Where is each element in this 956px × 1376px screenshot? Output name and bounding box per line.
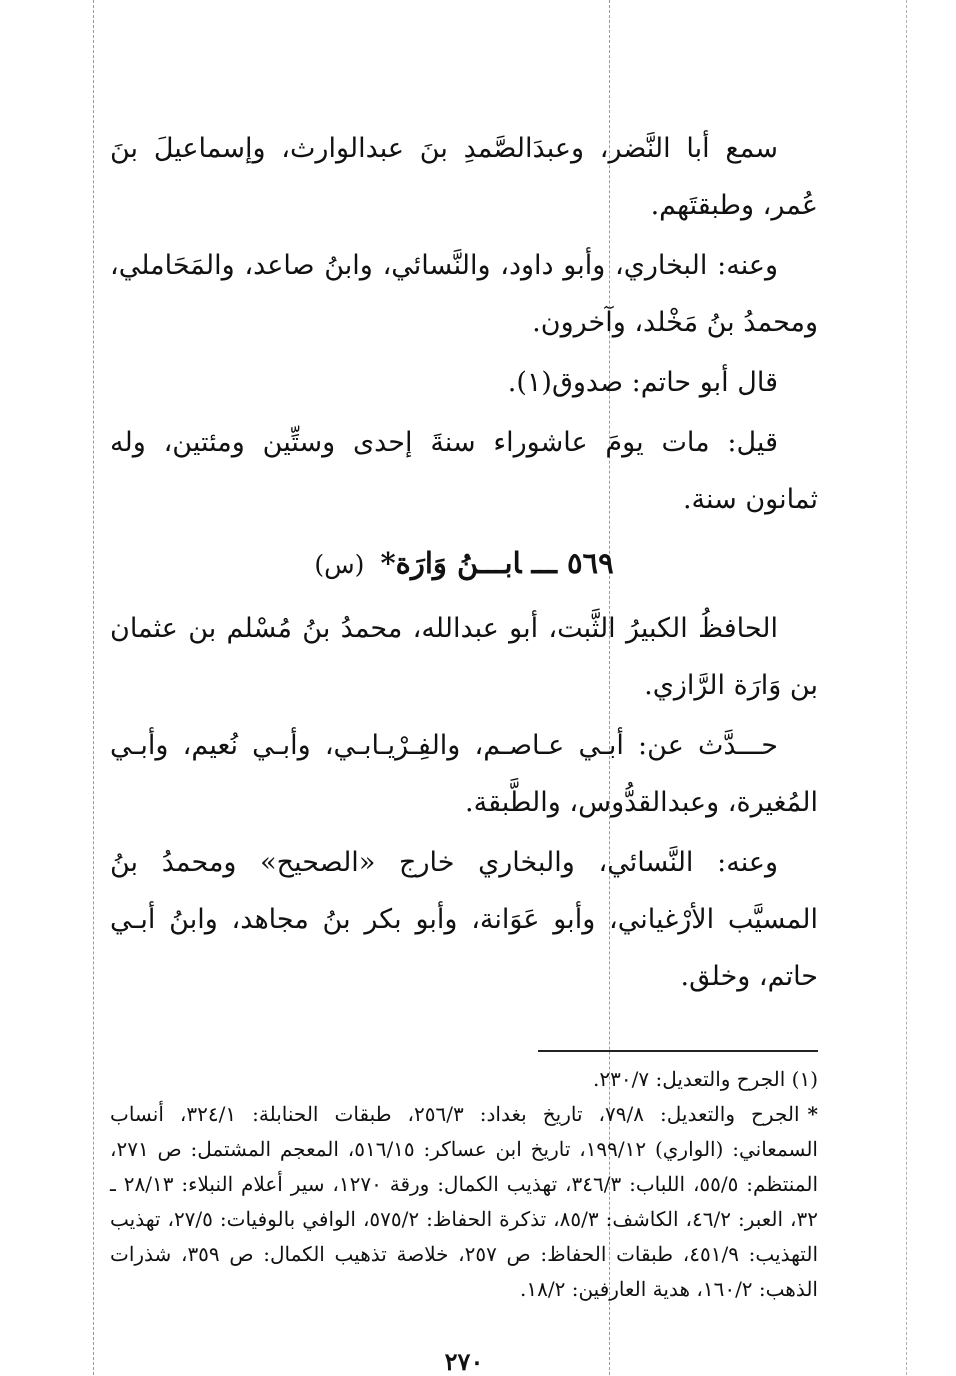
entry-tag: (س): [314, 550, 365, 579]
entry-paragraph-students: وعنه: النَّسائي، والبخاري خارج «الصحيح» ومحمدُ بنُ المسيَّب الأرْغياني، وأبو عَوَانة، وأبو بكر بنُ مجاهد، وابنُ أبـي حاتم، وخلق.: [110, 847, 818, 992]
paragraph-heard-from: سمع أبا النَّضر، وعبدَالصَّمدِ بنَ عبدالوارث، وإسماعيلَ بنَ عُمر، وطبقتَهم.: [110, 133, 818, 221]
entry-heading: [110, 536, 818, 592]
footnote-1: (١) الجرح والتعديل: ٢٣٠/٧.: [593, 1067, 818, 1091]
entry-paragraph-narrated-from: حـــدَّث عن: أبـي عـاصـم، والفِـرْيـابـي، وأبـي نُعيم، وأبـي المُغيرة، وعبدالقدُّوس، والطَّبقة.: [110, 730, 818, 818]
entry-paragraph-name: الحافظُ الكبيرُ الثَّبت، أبو عبدالله، محمدُ بنُ مُسْلم بن عثمان بن وَارَة الرَّازي.: [110, 613, 818, 701]
entry-title: ابـــنُ وَارَة*: [380, 546, 522, 580]
entry-dash: ـــ: [531, 546, 557, 580]
page-fold-line-right: [906, 0, 907, 1375]
book-page: [110, 120, 818, 1376]
paragraph-narrators: وعنه: البخاري، وأبو داود، والنَّسائي، وابنُ صاعد، والمَحَاملي، ومحمدُ بنُ مَخْلد، وآخرون.: [110, 250, 818, 338]
footnote-star-text: الجرح والتعديل: ٧٩/٨، تاريخ بغداد: ٢٥٦/٣، طبقات الحنابلة: ٣٢٤/١، أنساب السمعاني: (الواري) ١٩٩/١٢، تاريخ ابن عساكر: ٥١٦/١٥، المعجم المشتمل: ص ٢٧١، المنتظم: ٥٥/٥، اللباب: ٣٤٦/٣، تهذيب الكمال: ورقة ١٢٧٠، سير أعلام النبلاء: ٢٨/١٣ ـ ٣٢، العبر: ٤٦/٢، الكاشف: ٨٥/٣، تذكرة الحفاظ: ٥٧٥/٢، الوافي بالوفيات: ٢٧/٥، تهذيب التهذيب: ٤٥١/٩، طبقات الحفاظ: ص ٢٥٧، خلاصة تذهيب الكمال: ص ٣٥٩، شذرات الذهب: ١٦٠/٢، هدية العارفين: ١٨/٢.: [110, 1102, 819, 1301]
paragraph-death: قيل: مات يومَ عاشوراء سنةَ إحدى وستِّين ومئتين، وله ثمانون سنة.: [110, 427, 818, 515]
footnote-star-marker: *: [807, 1102, 818, 1126]
entry-number: ٥٦٩: [566, 546, 614, 580]
paragraph-abu-hatim: قال أبو حاتم: صدوق(١).: [507, 367, 778, 398]
footnote-divider: [538, 1050, 818, 1052]
page-fold-line-left: [93, 0, 94, 1375]
page-number: ٢٧٠: [444, 1347, 484, 1376]
footnote-star: [110, 1097, 818, 1307]
